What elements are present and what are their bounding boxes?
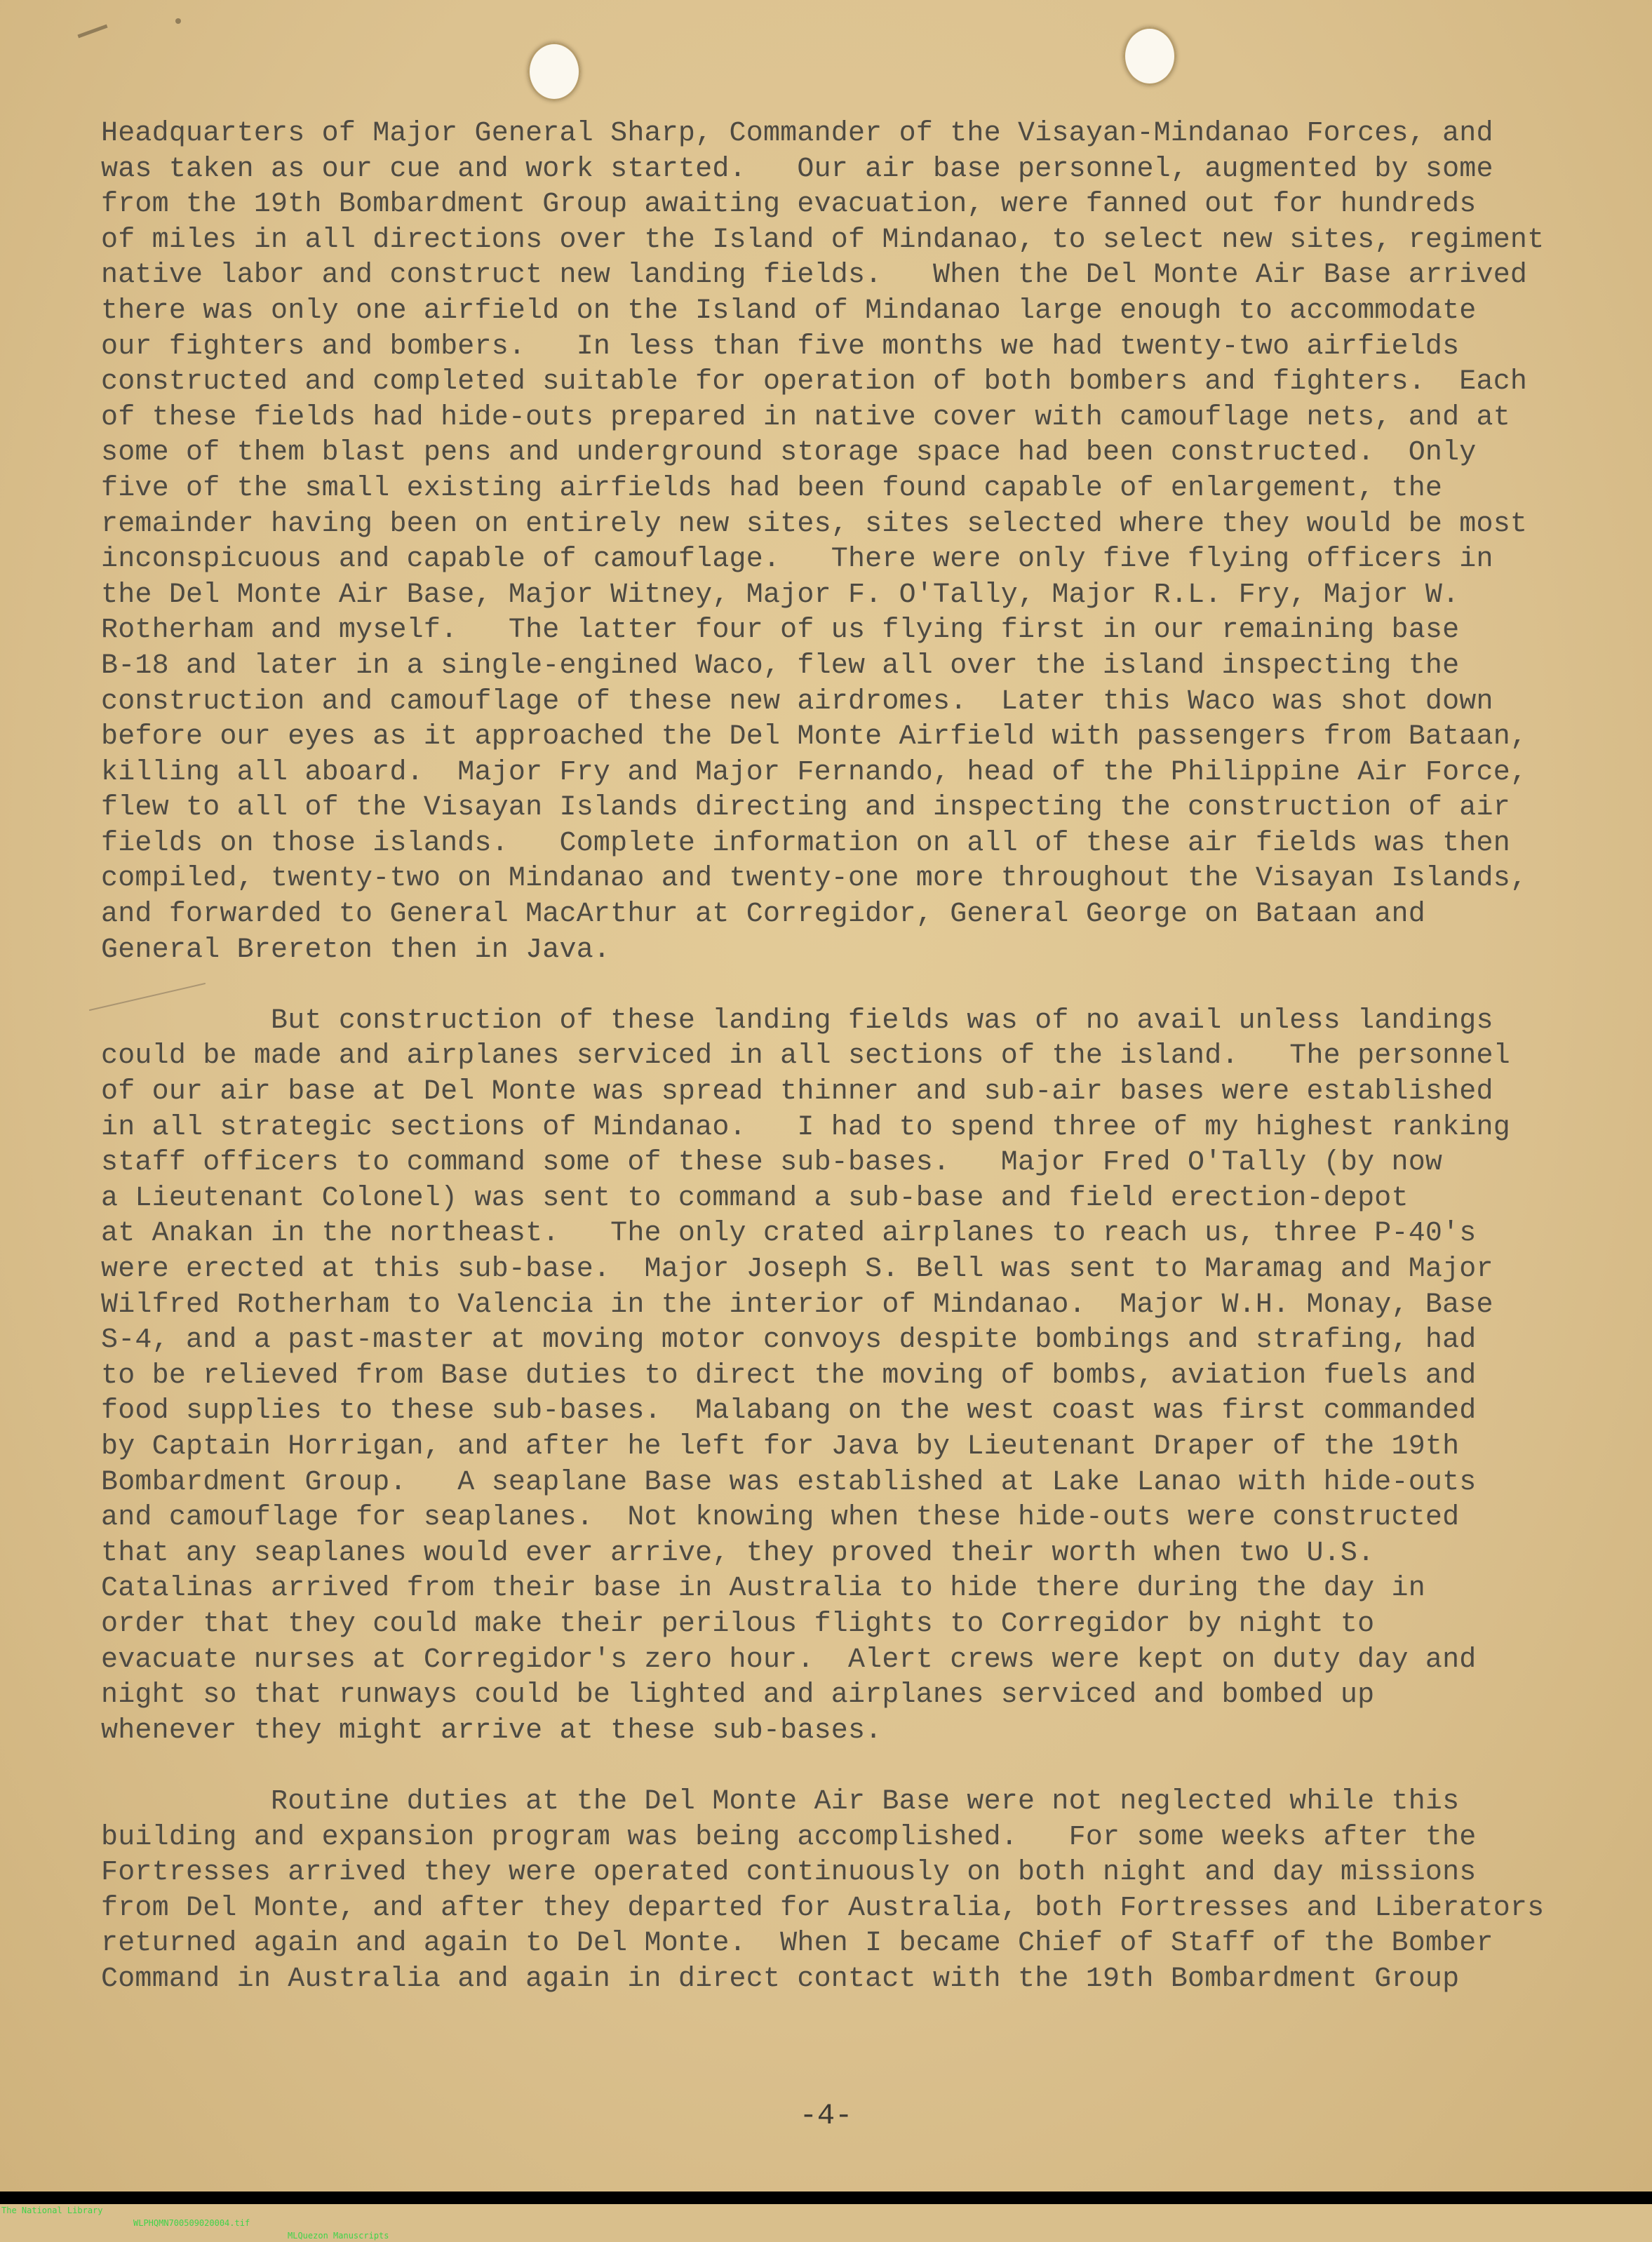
text-line: whenever they might arrive at these sub-bases. xyxy=(101,1714,882,1747)
text-line: Command in Australia and again in direct contact with the 19th Bombardment Group xyxy=(101,1963,1460,1995)
ink-mark xyxy=(77,25,107,39)
text-line: of miles in all directions over the Island of Mindanao, to select new sites, regiment xyxy=(101,224,1545,256)
text-line: Catalinas arrived from their base in Australia to hide there during the day in xyxy=(101,1573,1425,1605)
text-line: Bombardment Group. A seaplane Base was established at Lake Lanao with hide-outs xyxy=(101,1466,1477,1498)
text-line: constructed and completed suitable for operation of both bombers and fighters. Each xyxy=(101,366,1528,398)
text-line: could be made and airplanes serviced in all sections of the island. The personnel xyxy=(101,1040,1510,1073)
text-line: from the 19th Bombardment Group awaiting evacuation, were fanned out for hundreds xyxy=(101,189,1477,221)
text-line: in all strategic sections of Mindanao. I had to spend three of my highest ranking xyxy=(101,1111,1510,1143)
text-line: food supplies to these sub-bases. Malabang on the west coast was first commanded xyxy=(101,1395,1477,1428)
archive-footer-bar xyxy=(0,2191,1652,2241)
text-line: to be relieved from Base duties to direct the moving of bombs, aviation fuels and xyxy=(101,1360,1477,1392)
paragraph-2 xyxy=(101,1004,1630,1749)
typed-text-body xyxy=(101,116,1630,1997)
text-line: was taken as our cue and work started. Our air base personnel, augmented by some xyxy=(101,153,1493,185)
text-line: killing all aboard. Major Fry and Major Fernando, head of the Philippine Air Force, xyxy=(101,756,1528,788)
text-line: order that they could make their perilous flights to Corregidor by night to xyxy=(101,1608,1375,1640)
text-line: a Lieutenant Colonel) was sent to command a sub-base and field erection-depot xyxy=(101,1182,1409,1214)
text-line: from Del Monte, and after they departed for Australia, both Fortresses and Liberators xyxy=(101,1892,1545,1924)
text-line: were erected at this sub-base. Major Joseph S. Bell was sent to Maramag and Major xyxy=(101,1254,1493,1285)
text-line: evacuate nurses at Corregidor's zero hour. Alert crews were kept on duty day and xyxy=(101,1644,1477,1676)
text-line: General Brereton then in Java. xyxy=(101,934,611,966)
text-line: night so that runways could be lighted and airplanes serviced and bombed up xyxy=(101,1679,1375,1712)
text-line: remainder having been on entirely new sites, sites selected where they would be most xyxy=(101,508,1528,540)
text-line: before our eyes as it approached the Del Monte Airfield with passengers from Bataan, xyxy=(101,721,1528,753)
text-line: some of them blast pens and underground storage space had been constructed. Only xyxy=(101,437,1477,469)
paragraph-3 xyxy=(101,1785,1630,1998)
text-line: staff officers to command some of these sub-bases. Major Fred O'Tally (by now xyxy=(101,1147,1443,1179)
text-line: Routine duties at the Del Monte Air Base were not neglected while this xyxy=(101,1785,1460,1818)
text-line: the Del Monte Air Base, Major Witney, Major F. O'Tally, Major R.L. Fry, Major W. xyxy=(101,579,1460,611)
footer-library: The National Library xyxy=(1,2206,103,2215)
text-line: of our air base at Del Monte was spread thinner and sub-air bases were established xyxy=(101,1076,1493,1108)
text-line: Headquarters of Major General Sharp, Commander of the Visayan-Mindanao Forces, and xyxy=(101,118,1493,149)
text-line: native labor and construct new landing fields. When the Del Monte Air Base arrived xyxy=(101,260,1528,292)
text-line: compiled, twenty-two on Mindanao and twenty-one more throughout the Visayan Islands, xyxy=(101,863,1528,895)
paragraph-1 xyxy=(101,116,1630,968)
text-line: But construction of these landing fields was of no avail unless landings xyxy=(101,1005,1493,1037)
punch-hole xyxy=(528,42,581,101)
text-line: that any seaplanes would ever arrive, they proved their worth when two U.S. xyxy=(101,1537,1375,1569)
text-line: Rotherham and myself. The latter four of us flying first in our remaining base xyxy=(101,615,1460,647)
text-line: flew to all of the Visayan Islands directing and inspecting the construction of air xyxy=(101,792,1510,824)
text-line: inconspicuous and capable of camouflage. There were only five flying officers in xyxy=(101,544,1493,576)
ink-mark xyxy=(175,18,181,24)
text-line: of these fields had hide-outs prepared in native cover with camouflage nets, and at xyxy=(101,401,1510,434)
text-line: Wilfred Rotherham to Valencia in the interior of Mindanao. Major W.H. Monay, Base xyxy=(101,1289,1493,1321)
text-line: by Captain Horrigan, and after he left for Java by Lieutenant Draper of the 19th xyxy=(101,1430,1460,1463)
text-line: Fortresses arrived they were operated continuously on both night and day missions xyxy=(101,1857,1477,1889)
text-line: our fighters and bombers. In less than five months we had twenty-two airfields xyxy=(101,330,1460,363)
text-line: at Anakan in the northeast. The only crated airplanes to reach us, three P-40's xyxy=(101,1218,1477,1250)
text-line: and forwarded to General MacArthur at Corregidor, General George on Bataan and xyxy=(101,899,1425,931)
punch-hole xyxy=(1123,27,1176,86)
footer-collection: MLQuezon Manuscripts xyxy=(288,2231,389,2241)
text-line: S-4, and a past-master at moving motor convoys despite bombings and strafing, had xyxy=(101,1324,1477,1357)
text-line: five of the small existing airfields had been found capable of enlargement, the xyxy=(101,472,1443,504)
text-line: building and expansion program was being accomplished. For some weeks after the xyxy=(101,1821,1477,1853)
text-line: there was only one airfield on the Island of Mindanao large enough to accommodate xyxy=(101,295,1477,327)
text-line: construction and camouflage of these new airdromes. Later this Waco was shot down xyxy=(101,685,1493,718)
text-line: returned again and again to Del Monte. When I became Chief of Staff of the Bomber xyxy=(101,1928,1493,1960)
text-line: B-18 and later in a single-engined Waco, flew all over the island inspecting the xyxy=(101,650,1460,682)
text-line: and camouflage for seaplanes. Not knowing when these hide-outs were constructed xyxy=(101,1502,1460,1534)
text-line: fields on those islands. Complete information on all of these air fields was then xyxy=(101,827,1510,859)
page-number: -4- xyxy=(799,2099,853,2133)
footer-file-id: WLPHQMN700509020004.tif xyxy=(133,2218,250,2228)
